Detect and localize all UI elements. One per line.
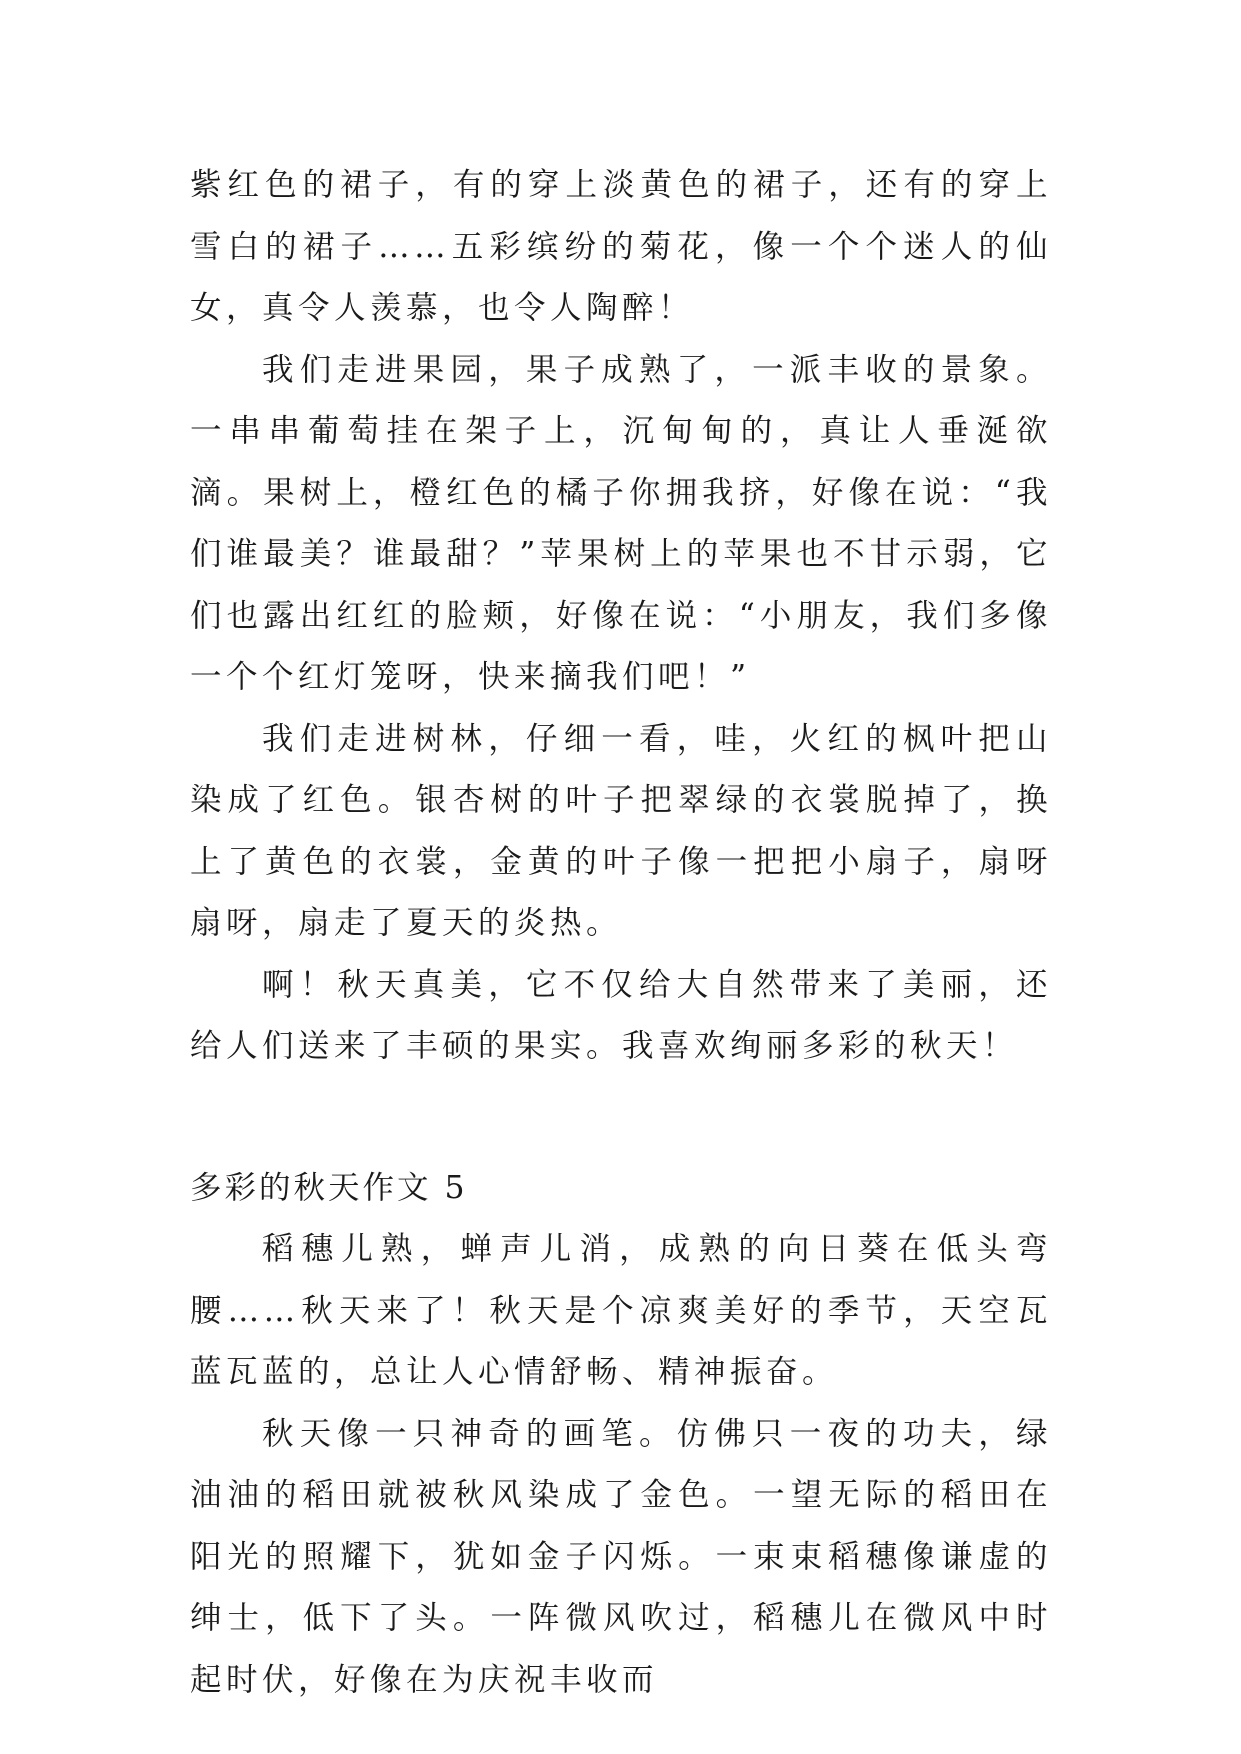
paragraph-chrysanthemum-end: 紫红色的裙子，有的穿上淡黄色的裙子，还有的穿上雪白的裙子……五彩缤纷的菊花，像一个个迷人的仙女，真令人羡慕，也令人陶醉！ — [190, 167, 1052, 326]
paragraph-autumn-arrives: 稻穗儿熟，蝉声儿消，成熟的向日葵在低头弯腰……秋天来了！秋天是个凉爽美好的季节，天空瓦蓝瓦蓝的，总让人心情舒畅、精神振奋。 — [190, 1231, 1052, 1390]
paragraph-conclusion: 啊！秋天真美，它不仅给大自然带来了美丽，还给人们送来了丰硕的果实。我喜欢绚丽多彩的秋天！ — [190, 966, 1052, 1064]
paragraph-woods: 我们走进树林，仔细一看，哇，火红的枫叶把山染成了红色。银杏树的叶子把翠绿的衣裳脱掉了，换上了黄色的衣裳，金黄的叶子像一把把小扇子，扇呀扇呀，扇走了夏天的炎热。 — [190, 720, 1052, 941]
essay-title: 多彩的秋天作文 5 — [190, 1169, 468, 1206]
paragraph-rice-field: 秋天像一只神奇的画笔。仿佛只一夜的功夫，绿油油的稻田就被秋风染成了金色。一望无际的稻田在阳光的照耀下，犹如金子闪烁。一束束稻穗像谦虚的绅士，低下了头。一阵微风吹过，稻穗儿在微风中时起时伏，好像在为庆祝丰收而 — [190, 1415, 1052, 1698]
paragraph-orchard: 我们走进果园，果子成熟了，一派丰收的景象。一串串葡萄挂在架子上，沉甸甸的，真让人垂涎欲滴。果树上，橙红色的橘子你拥我挤，好像在说：“我们谁最美？谁最甜？”苹果树上的苹果也不甘示弱，它们也露出红红的脸颊，好像在说：“小朋友，我们多像一个个红灯笼呀，快来摘我们吧！” — [190, 351, 1052, 695]
document-body — [190, 155, 1052, 1711]
